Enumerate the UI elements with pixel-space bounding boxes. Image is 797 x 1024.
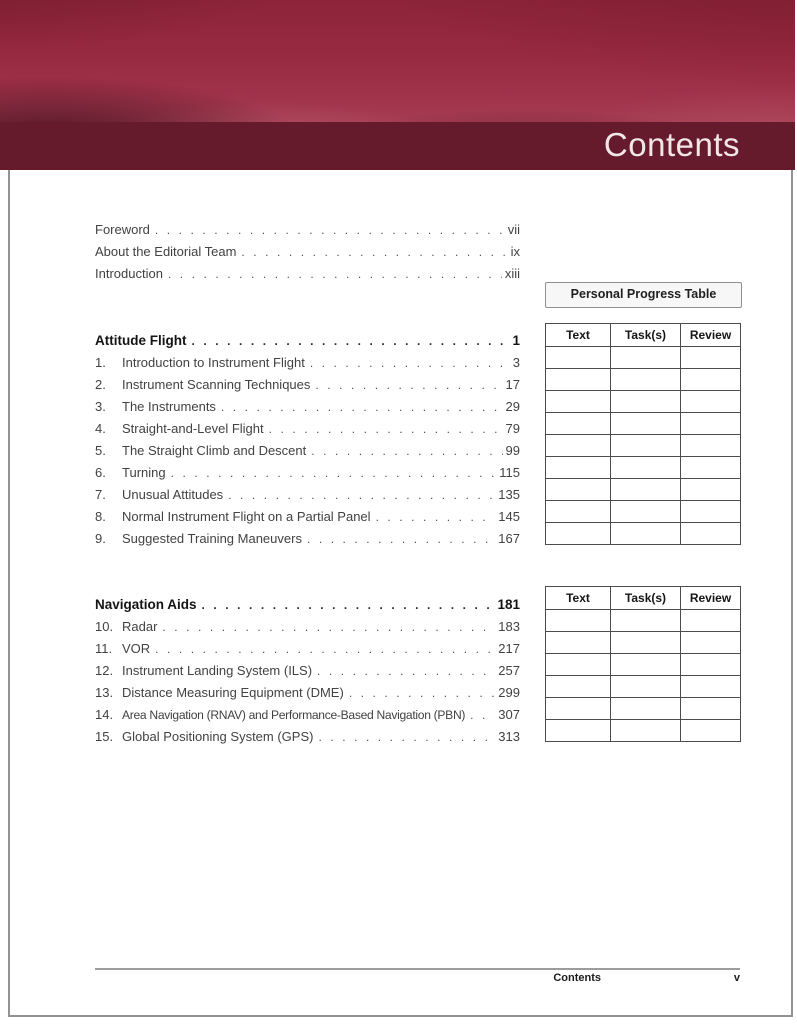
progress-row: [546, 501, 741, 523]
progress-cell: [681, 632, 741, 654]
progress-cell: [611, 347, 681, 369]
chapter-title: Instrument Scanning Techniques: [122, 377, 311, 392]
progress-row: [546, 457, 741, 479]
chapter-number: 15.: [95, 729, 114, 744]
progress-row: [546, 369, 741, 391]
progress-cell: [546, 457, 611, 479]
progress-cell: [611, 501, 681, 523]
chapter-title: The Instruments: [122, 399, 216, 414]
progress-cell: [611, 413, 681, 435]
col-header-text: Text: [546, 324, 611, 347]
toc-entry: [95, 396, 520, 418]
progress-cell: [546, 632, 611, 654]
toc-entry: [95, 528, 520, 550]
progress-cell: [611, 391, 681, 413]
toc-entry: [95, 263, 520, 285]
chapter-number: 11.: [95, 641, 113, 656]
progress-row: [546, 610, 741, 632]
footer-page-number: v: [733, 972, 740, 984]
chapter-number: 2.: [95, 377, 106, 392]
progress-table-navigation-aids: [545, 586, 741, 742]
chapter-title: Turning: [122, 465, 166, 480]
toc-entry: [95, 660, 520, 682]
chapter-number: 10.: [95, 619, 114, 634]
toc-entry: [95, 219, 520, 241]
chapter-number: 13.: [95, 685, 114, 700]
personal-progress-table-label: Personal Progress Table: [545, 282, 742, 308]
chapter-page: 135: [498, 487, 520, 502]
toc-entry: [95, 616, 520, 638]
chapter-page: 217: [498, 641, 520, 656]
progress-row: [546, 435, 741, 457]
progress-cell: [681, 347, 741, 369]
dot-leader: [241, 241, 507, 263]
toc-entry: [95, 682, 520, 704]
toc-entry: [95, 352, 520, 374]
section-heading: [95, 330, 520, 352]
chapter-page: 257: [498, 663, 520, 678]
progress-cell: [681, 523, 741, 545]
progress-row: [546, 347, 741, 369]
chapter-title: Normal Instrument Flight on a Partial Panel: [122, 509, 371, 524]
progress-cell: [681, 479, 741, 501]
chapter-title: Unusual Attitudes: [122, 487, 224, 502]
dot-leader: [162, 616, 495, 638]
progress-cell: [681, 435, 741, 457]
progress-cell: [546, 654, 611, 676]
dot-leader: [315, 374, 502, 396]
chapter-title: The Straight Climb and Descent: [122, 443, 307, 458]
dot-leader: [376, 506, 496, 528]
progress-cell: [611, 720, 681, 742]
progress-cell: [611, 457, 681, 479]
progress-cell: [546, 347, 611, 369]
progress-row: [546, 479, 741, 501]
chapter-number: 9.: [95, 531, 106, 546]
progress-table-header-row: [546, 587, 741, 610]
progress-cell: [681, 369, 741, 391]
dot-leader: [307, 528, 495, 550]
chapter-page: 99: [505, 443, 520, 458]
chapter-page: 313: [498, 729, 520, 744]
progress-cell: [546, 610, 611, 632]
col-header-tasks: Task(s): [611, 324, 681, 347]
chapter-title: Instrument Landing System (ILS): [122, 663, 313, 678]
cloud-banner-image: [0, 0, 795, 122]
toc-entry: [95, 506, 520, 528]
progress-table-header-row: [546, 324, 741, 347]
chapter-page: 3: [512, 355, 520, 370]
progress-cell: [611, 369, 681, 391]
progress-cell: [611, 632, 681, 654]
entry-title: About the Editorial Team: [95, 244, 237, 259]
dot-leader: [228, 484, 495, 506]
progress-cell: [681, 391, 741, 413]
chapter-title: Distance Measuring Equipment (DME): [122, 685, 344, 700]
toc-entry: [95, 726, 520, 748]
toc-entry: [95, 704, 520, 726]
toc-entry: [95, 241, 520, 263]
dot-leader: [155, 219, 505, 241]
progress-row: [546, 654, 741, 676]
chapter-title: Introduction to Instrument Flight: [122, 355, 305, 370]
col-header-text: Text: [546, 587, 611, 610]
toc-entry: [95, 462, 520, 484]
progress-cell: [681, 654, 741, 676]
section-title: Navigation Aids: [95, 597, 197, 612]
progress-cell: [546, 479, 611, 501]
progress-table-attitude-flight: [545, 323, 741, 545]
chapter-title: Suggested Training Maneuvers: [122, 531, 302, 546]
chapter-number: 5.: [95, 443, 106, 458]
chapter-page: 79: [505, 421, 520, 436]
dot-leader: [221, 396, 503, 418]
chapter-number: 1.: [95, 355, 106, 370]
entry-page: xiii: [504, 266, 520, 281]
progress-cell: [681, 676, 741, 698]
footer-rule: [95, 968, 740, 970]
dot-leader: [349, 682, 495, 704]
section-title: Attitude Flight: [95, 333, 187, 348]
dot-leader: [171, 462, 497, 484]
progress-cell: [681, 720, 741, 742]
toc-entry: [95, 440, 520, 462]
progress-cell: [546, 391, 611, 413]
toc-entry: [95, 418, 520, 440]
col-header-review: Review: [681, 587, 741, 610]
progress-cell: [546, 369, 611, 391]
progress-cell: [546, 413, 611, 435]
chapter-number: 12.: [95, 663, 114, 678]
chapter-number: 6.: [95, 465, 106, 480]
progress-row: [546, 676, 741, 698]
progress-cell: [611, 654, 681, 676]
progress-cell: [611, 479, 681, 501]
dot-leader: [318, 726, 495, 748]
chapter-page: 299: [498, 685, 520, 700]
chapter-page: 307: [498, 707, 520, 722]
col-header-review: Review: [681, 324, 741, 347]
progress-cell: [611, 435, 681, 457]
progress-row: [546, 523, 741, 545]
progress-row: [546, 413, 741, 435]
progress-cell: [681, 413, 741, 435]
dot-leader: [317, 660, 495, 682]
col-header-tasks: Task(s): [611, 587, 681, 610]
toc-entry: [95, 638, 520, 660]
chapter-number: 14.: [95, 707, 114, 722]
chapter-title: Global Positioning System (GPS): [122, 729, 314, 744]
entry-title: Foreword: [95, 222, 150, 237]
chapter-title: VOR: [122, 641, 151, 656]
dot-leader: [311, 440, 502, 462]
dot-leader: [202, 594, 495, 616]
section-attitude-flight: [95, 330, 520, 550]
chapter-number: 4.: [95, 421, 106, 436]
footer-section-label: Contents: [553, 972, 601, 984]
progress-cell: [546, 501, 611, 523]
progress-cell: [681, 698, 741, 720]
progress-cell: [546, 698, 611, 720]
progress-cell: [611, 523, 681, 545]
chapter-number: 7.: [95, 487, 106, 502]
chapter-page: 167: [498, 531, 520, 546]
section-page: 1: [512, 333, 520, 348]
dot-leader: [168, 263, 502, 285]
entry-page: vii: [507, 222, 520, 237]
progress-cell: [546, 676, 611, 698]
chapter-title: Radar: [122, 619, 158, 634]
dot-leader: [191, 330, 509, 352]
chapter-page: 145: [498, 509, 520, 524]
progress-row: [546, 391, 741, 413]
chapter-page: 183: [498, 619, 520, 634]
chapter-page: 115: [499, 465, 520, 480]
chapter-number: 8.: [95, 509, 106, 524]
section-page: 181: [497, 597, 520, 612]
section-heading: [95, 594, 520, 616]
progress-cell: [546, 720, 611, 742]
title-band: [0, 122, 795, 170]
dot-leader: [310, 352, 510, 374]
progress-cell: [681, 501, 741, 523]
chapter-number: 3.: [95, 399, 106, 414]
progress-cell: [611, 698, 681, 720]
section-navigation-aids: [95, 594, 520, 748]
toc-entry: [95, 374, 520, 396]
progress-row: [546, 720, 741, 742]
dot-leader: [269, 418, 503, 440]
entry-title: Introduction: [95, 266, 163, 281]
progress-cell: [681, 610, 741, 632]
progress-row: [546, 632, 741, 654]
chapter-title: Area Navigation (RNAV) and Performance-Based Navigation (PBN): [122, 708, 466, 722]
chapter-page: 17: [505, 377, 520, 392]
page-title: Contents: [603, 126, 740, 163]
chapter-title: Straight-and-Level Flight: [122, 421, 264, 436]
progress-cell: [611, 676, 681, 698]
progress-row: [546, 698, 741, 720]
toc-entry: [95, 484, 520, 506]
front-matter-list: [95, 219, 520, 285]
progress-cell: [611, 610, 681, 632]
progress-cell: [546, 523, 611, 545]
chapter-page: 29: [505, 399, 520, 414]
entry-page: ix: [510, 244, 520, 259]
dot-leader: [470, 704, 495, 726]
progress-cell: [546, 435, 611, 457]
progress-cell: [681, 457, 741, 479]
dot-leader: [155, 638, 495, 660]
